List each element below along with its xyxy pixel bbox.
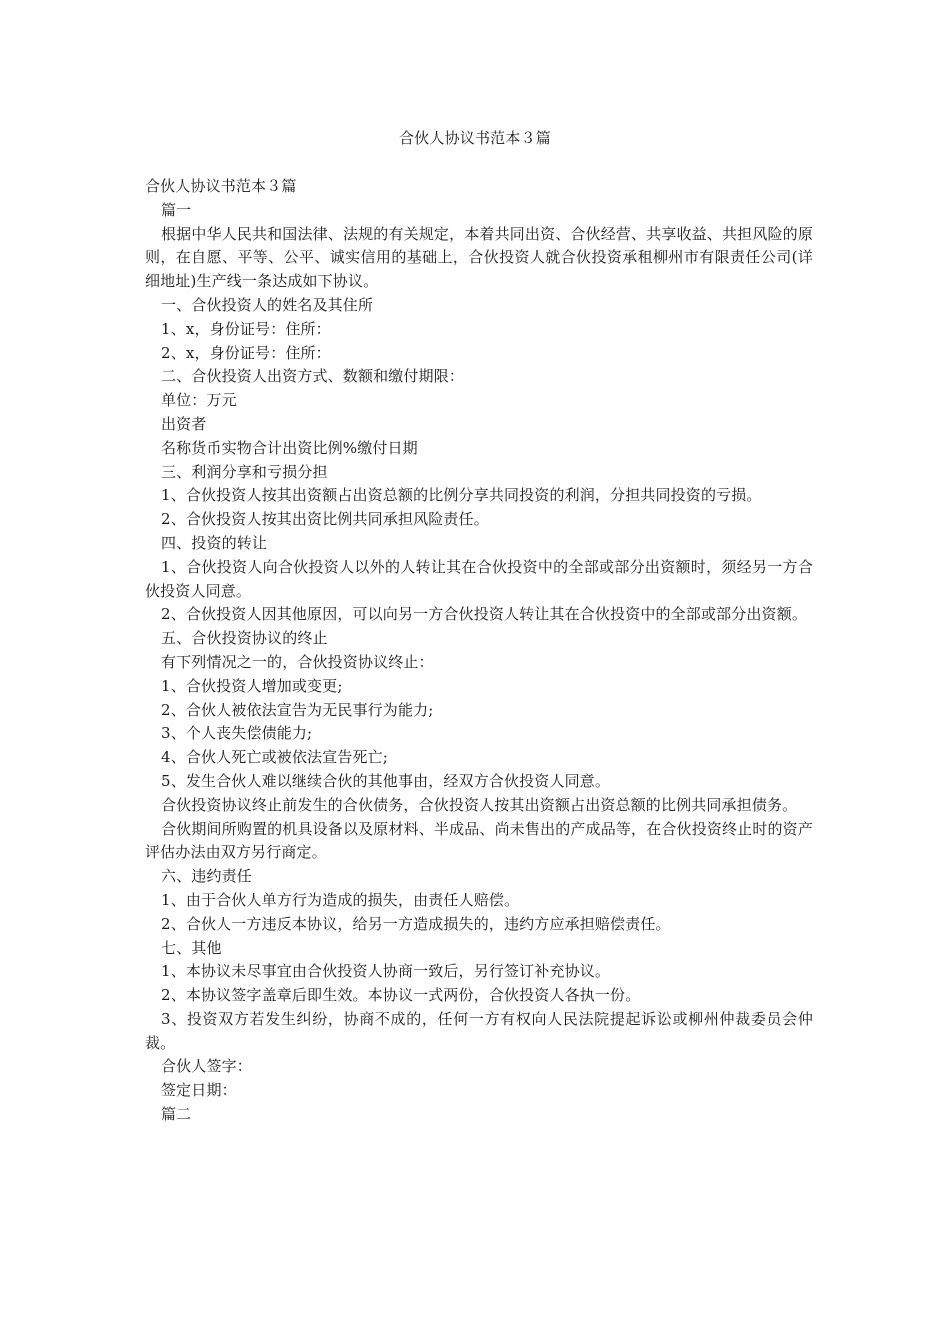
clause-item: 5、发生合伙人难以继续合伙的其他事由，经双方合伙投资人同意。 bbox=[161, 771, 611, 790]
clause-item: 3、个人丧失偿债能力; bbox=[161, 724, 313, 743]
table-header-text: 名称货币实物合计出资比例%缴付日期 bbox=[161, 438, 418, 457]
clause-item: 2、合伙投资人因其他原因，可以向另一方合伙投资人转让其在合伙投资中的全部或部分出资额。 bbox=[161, 605, 807, 624]
clause-item: 2、合伙人被依法宣告为无民事行为能力; bbox=[161, 700, 434, 719]
clause-paragraph: 合伙投资协议终止前发生的合伙债务，合伙投资人按其出资额占出资总额的比例共同承担债务。 bbox=[161, 795, 798, 814]
investor-label: 出资者 bbox=[161, 414, 207, 433]
sign-date-label: 签定日期： bbox=[161, 1081, 237, 1100]
clause-heading-1: 一、合伙投资人的姓名及其住所 bbox=[161, 295, 374, 314]
clause-heading-6: 六、违约责任 bbox=[161, 867, 252, 886]
document-title: 合伙人协议书范本３篇 bbox=[398, 129, 551, 147]
intro-paragraph: 根据中华人民共和国法律、法规的有关规定，本着共同出资、合伙经营、共享收益、共担风险的原则，在自愿、平等、公平、诚实信用的基础上，合伙投资人就合伙投资承租柳州市有限责任公司(详细地址)生产线一条达成如下协议。 bbox=[145, 224, 813, 291]
section-heading-part-one: 篇一 bbox=[161, 200, 192, 219]
clause-item: 2、合伙投资人按其出资比例共同承担风险责任。 bbox=[161, 510, 489, 529]
clause-heading-4: 四、投资的转让 bbox=[161, 533, 268, 552]
clause-item: 1、本协议未尽事宜由合伙投资人协商一致后，另行签订补充协议。 bbox=[161, 962, 611, 981]
unit-note: 单位：万元 bbox=[161, 391, 237, 410]
signature-label: 合伙人签字： bbox=[161, 1057, 252, 1076]
clause-item: 2、合伙人一方违反本协议，给另一方造成损失的，违约方应承担赔偿责任。 bbox=[161, 914, 671, 933]
clause-item: 1、合伙投资人增加或变更; bbox=[161, 676, 343, 695]
clause-heading-7: 七、其他 bbox=[161, 938, 222, 957]
clause-paragraph: 合伙期间所购置的机具设备以及原材料、半成品、尚未售出的产成品等，在合伙投资终止时的资产评估办法由双方另行商定。 bbox=[145, 819, 813, 862]
clause-item: 2、x，身份证号：住所： bbox=[161, 343, 331, 362]
clause-heading-3: 三、利润分享和亏损分担 bbox=[161, 462, 328, 481]
clause-item: 2、本协议签字盖章后即生效。本协议一式两份，合伙投资人各执一份。 bbox=[161, 986, 641, 1005]
clause-heading-2: 二、合伙投资人出资方式、数额和缴付期限： bbox=[161, 367, 465, 386]
clause-item: 1、由于合伙人单方行为造成的损失，由责任人赔偿。 bbox=[161, 890, 520, 909]
clause-item: 1、合伙投资人按其出资额占出资总额的比例分享共同投资的利润，分担共同投资的亏损。 bbox=[161, 486, 762, 505]
section-heading-part-two: 篇二 bbox=[161, 1105, 192, 1124]
document-subtitle: 合伙人协议书范本３篇 bbox=[145, 177, 297, 195]
clause-heading-5: 五、合伙投资协议的终止 bbox=[161, 629, 328, 648]
document-body bbox=[145, 175, 813, 1127]
clause-item: 4、合伙人死亡或被依法宣告死亡; bbox=[161, 748, 388, 767]
clause-lead: 有下列情况之一的，合伙投资协议终止： bbox=[161, 652, 434, 671]
clause-item: 1、合伙投资人向合伙投资人以外的人转让其在合伙投资中的全部或部分出资额时，须经另一方合伙投资人同意。 bbox=[145, 557, 813, 600]
clause-item: 3、投资双方若发生纠纷，协商不成的，任何一方有权向人民法院提起诉讼或柳州仲裁委员会仲裁。 bbox=[145, 1009, 813, 1052]
clause-item: 1、x，身份证号：住所： bbox=[161, 319, 331, 338]
